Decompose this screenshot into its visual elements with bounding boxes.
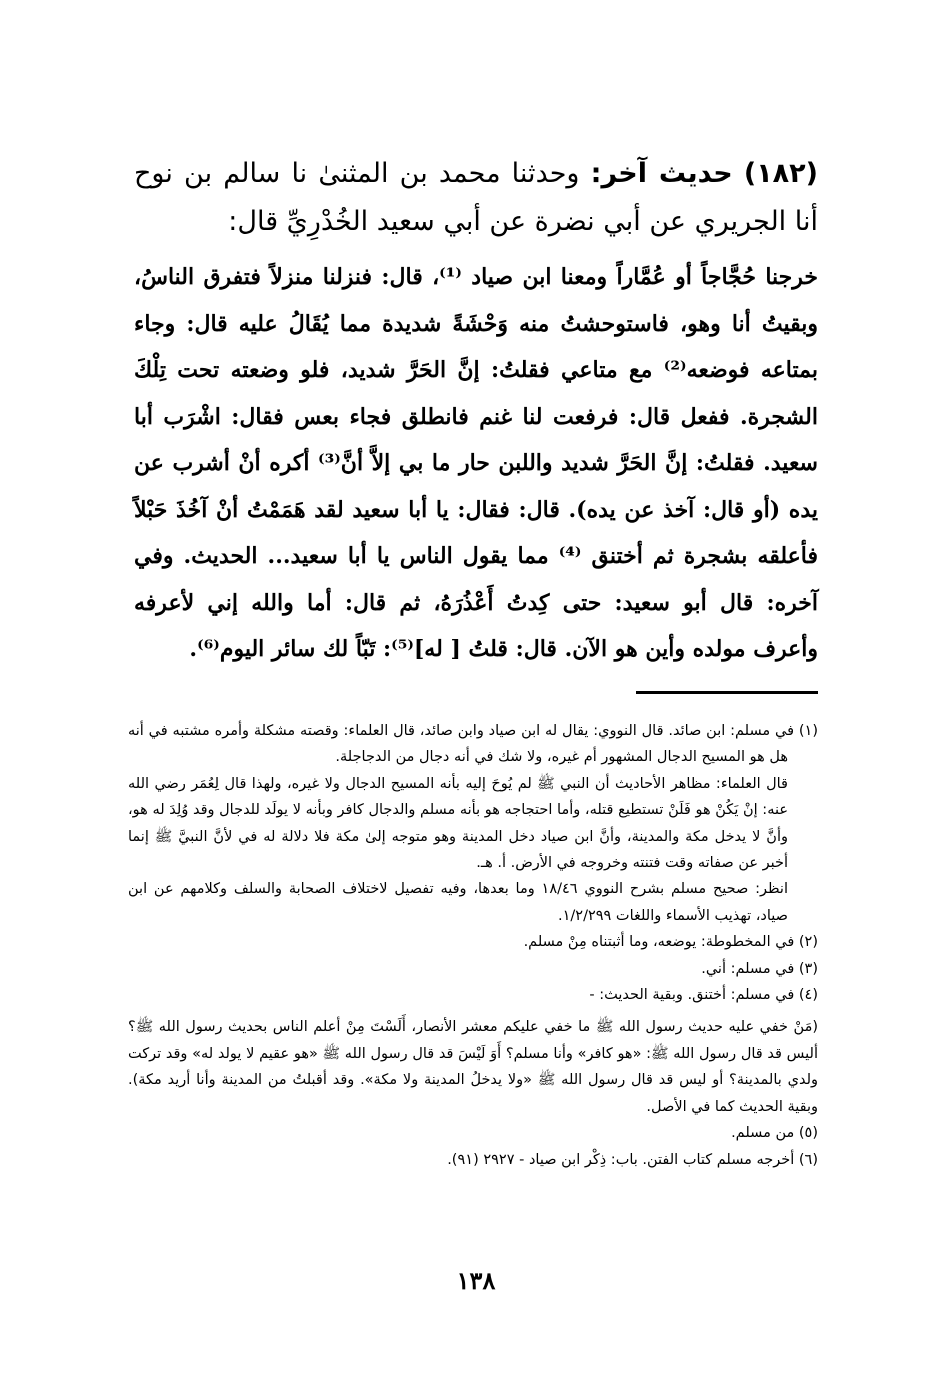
footnote-3: (٣) في مسلم: أني. — [701, 960, 818, 977]
footnote-4-quote: (مَنْ خفي عليه حديث رسول الله ﷺ ما خفي عليكم معشر الأنصار، أَلَسْتَ مِنْ أعلم الناس بحديث رسول الله ﷺ؟ أليس قد قال رسول الله ﷺ: «هو كافر» وأنا مسلم؟ أَوَ لَيْسَ قد قال رسول الله ﷺ «هو عقيم لا يولد له» وقد تركت ولدي بالمدينة؟ أو ليس قد قال رسول الله ﷺ «ولا يدخلُ المدينة ولا مكة». وقد أقبلتُ من المدينة وأنا أريد مكة). وبقية الحديث كما في الأصل. — [128, 1019, 818, 1115]
page-number: ١٣٨ — [456, 1266, 496, 1295]
hadith-text: خرجنا حُجَّاجاً أو عُمَّاراً ومعنا ابن صياد ⁽¹⁾، قال: فنزلنا منزلاً فتفرق الناسُ، وبقيتُ أنا وهو، فاستوحشتُ منه وَحْشَةً شديدة مما يُقَالُ عليه قال: وجاء بمتاعه فوضعه⁽²⁾ مع متاعي فقلتُ: إنَّ الحَرَّ شديد، فلو وضعته تحت تِلْكَ الشجرة. ففعل قال: فرفعت لنا غنم فانطلق فجاء بعس فقال: اشْرَب أبا سعيد. فقلتُ: إنَّ الحَرَّ شديد واللبن حار ما بي إلاَّ أنَّ⁽³⁾ أكره أنْ أشرب عن يده (أو قال: آخذ عن يده). قال: فقال: يا أبا سعيد لقد هَمَمْتُ أنْ آخُذَ حَبْلاً فأعلقه بشجرة ثم أختنق ⁽⁴⁾ مما يقول الناس يا أبا سعيد... الحديث. وفي آخره: قال أبو سعيد: حتى كِدتُ أَعْذُرَهُ، ثم قال: أما والله إني لأعرفه وأعرف مولده وأين هو الآن. قال: قلتُ [ له]⁽⁵⁾: تَبّاً لك سائر اليوم⁽⁶⁾. — [134, 264, 819, 662]
footnote-separator — [636, 691, 818, 694]
hadith-heading — [134, 150, 818, 246]
footnote-4: (٤) في مسلم: أختنق. وبقية الحديث: - — [589, 987, 818, 1004]
footnotes — [128, 718, 818, 1173]
footnote-1: (١) في مسلم: ابن صائد. قال النووي: يقال له ابن صياد وابن صائد، قال العلماء: وقصته مشكلة وأمره مشتبه في أنه هل هو المسيح الدجال المشهور أم غيره، ولا شك في أنه دجال من الدجاجلة. — [128, 723, 818, 766]
footnote-2: (٢) في المخطوطة: يوضعه، وما أثبتناه مِنْ مسلم. — [523, 934, 818, 951]
hadith-chain: وحدثنا محمد بن المثنىٰ نا سالم بن نوح أنا الجريري عن أبي نضرة عن أبي سعيد الخُدْرِيِّ قال: — [134, 158, 818, 237]
footnote-1-continued: قال العلماء: مظاهر الأحاديث أن النبي ﷺ لم يُوحَ إليه بأنه المسيح الدجال ولا غيره، ولهذا قال لِعُمَر رضي الله عنه: إنْ يَكُنْ هو فَلَنْ تستطيع قتله، وأما احتجاجه هو بأنه مسلم والدجال كافر وبأنه لا يولَد للدجال وقد وُلِدَ له هو، وأنَّ لا يدخل مكة والمدينة، وأنَّ ابن صياد دخل المدينة وهو متوجه إلىٰ مكة فلا دلالة له في لأنَّ النبيَّ ﷺ إنما أخبر عن صفاته وقت فتنته وخروجه في الأرض. أ. هـ. — [128, 775, 788, 872]
hadith-title: حديث آخر: — [590, 158, 733, 189]
hadith-number: (١٨٢) — [743, 158, 818, 189]
footnote-1-reference: انظر: صحيح مسلم بشرح النووي ١٨/٤٦ وما بعدها، وفيه تفصيل لاختلاف الصحابة والسلف وكلامهم عن ابن صياد، تهذيب الأسماء واللغات ١/٢/٢٩٩. — [128, 881, 788, 924]
footnote-6: (٦) أخرجه مسلم كتاب الفتن. باب: ذِكْر ابن صياد - ٢٩٢٧ (٩١). — [447, 1151, 818, 1168]
footnote-5: (٥) من مسلم. — [731, 1125, 818, 1142]
